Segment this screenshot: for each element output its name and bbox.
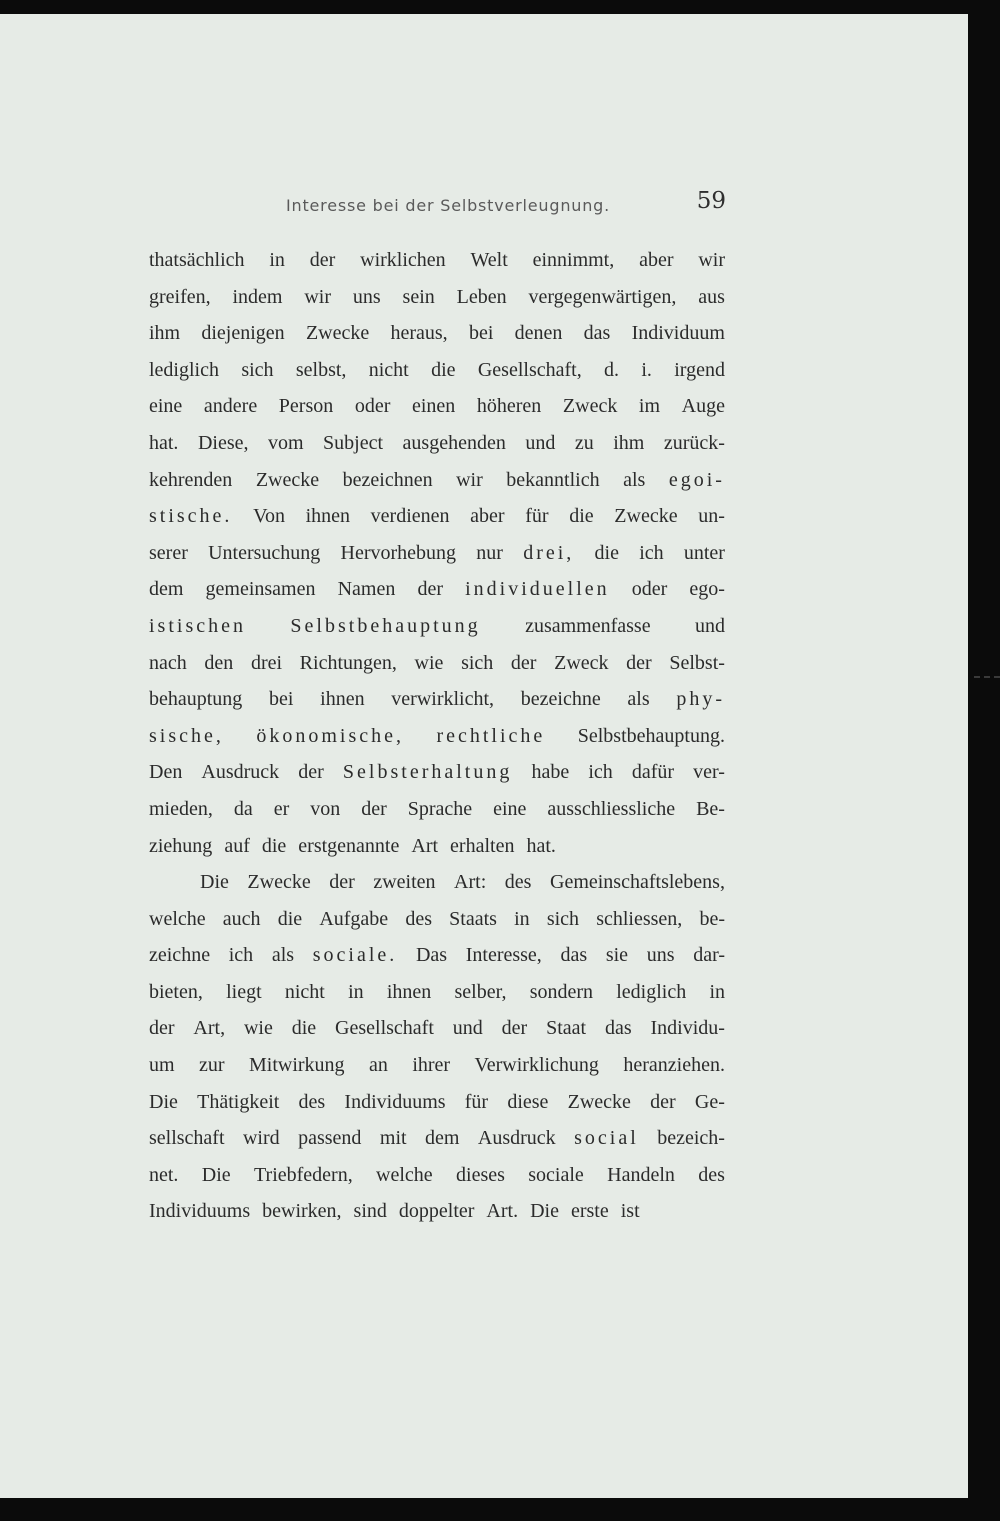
word: indem	[232, 285, 283, 308]
word: be-	[699, 907, 725, 930]
word: in	[348, 980, 364, 1003]
word: dieses	[456, 1163, 505, 1186]
word: Ausdruck	[477, 1127, 556, 1150]
word: drei	[250, 651, 283, 674]
word: einnimmt,	[532, 249, 615, 271]
word: Die	[530, 1200, 559, 1223]
word: Art,	[193, 1017, 226, 1040]
word: ego-	[689, 578, 725, 601]
word: der	[361, 797, 387, 820]
word: in	[514, 907, 530, 930]
word: Ge-	[694, 1090, 725, 1113]
word: das	[604, 1017, 632, 1040]
word: die	[291, 1017, 317, 1040]
word: Die	[149, 1090, 178, 1113]
word: die	[594, 541, 619, 564]
word: ihm	[613, 431, 645, 454]
word: ich	[588, 761, 613, 784]
word: bieten,	[149, 980, 203, 1003]
word: ökonomische,	[256, 724, 404, 747]
word: bekanntlich	[506, 468, 600, 491]
word: Person	[278, 395, 334, 418]
text-line	[149, 1047, 725, 1084]
word: Individuums	[344, 1090, 446, 1113]
word: für	[525, 505, 549, 528]
word: nach	[149, 651, 187, 674]
word: zu	[574, 431, 594, 454]
word: sie	[605, 944, 629, 967]
word: Art.	[486, 1200, 519, 1223]
word: rechtliche	[436, 724, 546, 747]
page-header	[286, 188, 726, 222]
word: als	[627, 688, 650, 711]
word: ver-	[693, 761, 725, 784]
word: Individu-	[650, 1017, 725, 1040]
word: der	[309, 249, 336, 271]
text-line	[149, 279, 725, 316]
word: serer	[149, 541, 188, 564]
word: hat.	[149, 431, 179, 454]
word: Selbst-	[669, 651, 725, 674]
word: Thätigkeit	[197, 1090, 280, 1113]
word: Zwecke	[614, 505, 678, 528]
word: bei	[269, 688, 294, 711]
word: dem	[149, 578, 184, 601]
word: Ausdruck	[201, 761, 280, 784]
word: zur	[199, 1054, 225, 1077]
word: die	[431, 358, 456, 381]
word: eine	[493, 797, 527, 820]
word: verdienen	[370, 505, 450, 528]
word: ausgehenden	[402, 431, 506, 454]
text-line	[149, 645, 725, 682]
word: der	[501, 1017, 528, 1040]
word: egoi-	[668, 468, 725, 491]
word: der	[329, 871, 355, 894]
word: Subject	[323, 431, 384, 454]
text-line	[149, 937, 725, 974]
text-line	[149, 754, 725, 791]
word: sische,	[149, 724, 224, 747]
word: als	[623, 468, 646, 491]
word: sociale.	[312, 944, 398, 967]
word: unter	[683, 541, 725, 564]
word: uns	[352, 285, 381, 308]
word: Aufgabe	[319, 907, 389, 930]
word: Die	[200, 871, 229, 894]
word: Selbstbehauptung.	[577, 724, 725, 747]
text-line	[149, 388, 725, 425]
word: des	[504, 871, 532, 894]
word: Verwirklichung	[474, 1054, 599, 1077]
word: bewirken,	[262, 1200, 342, 1223]
word: dar-	[693, 944, 725, 967]
word: phy-	[676, 688, 725, 711]
word: ausschliessliche	[547, 797, 676, 820]
text-line	[149, 1120, 725, 1157]
word: eine	[149, 395, 183, 418]
word: Zweck	[562, 395, 618, 418]
text-line	[149, 1157, 725, 1194]
word: bei	[468, 322, 494, 345]
word: nicht	[284, 980, 325, 1003]
word: Gemeinschaftslebens,	[550, 871, 725, 894]
word: als	[271, 944, 295, 967]
word: Hervorhebung	[340, 541, 457, 564]
text-line	[149, 425, 725, 462]
word: er	[273, 797, 290, 820]
word: liegt	[226, 980, 262, 1003]
word: sellschaft	[149, 1127, 225, 1150]
word: vom	[267, 431, 304, 454]
word: Zwecke	[567, 1090, 631, 1113]
word: dafür	[631, 761, 675, 784]
text-line	[149, 1193, 725, 1230]
word: Untersuchung	[208, 541, 321, 564]
word: Selbstbehauptung	[290, 614, 481, 637]
word: von	[310, 797, 341, 820]
word: Richtungen,	[299, 651, 397, 674]
word: Den	[149, 761, 183, 784]
word: erstgenannte	[298, 834, 400, 857]
word: zeichne	[149, 944, 211, 967]
text-line	[149, 828, 725, 865]
word: Interesse,	[465, 944, 542, 967]
word: der	[626, 651, 652, 674]
body-text	[149, 242, 725, 1230]
word: wie	[414, 651, 444, 674]
word: der	[510, 651, 537, 674]
word: oder	[631, 578, 668, 601]
word: net.	[149, 1163, 179, 1186]
word: ist	[620, 1200, 640, 1223]
word: aber	[639, 249, 674, 271]
word: höheren	[476, 395, 542, 418]
word: Mitwirkung	[248, 1054, 345, 1077]
word: andere	[203, 395, 258, 418]
word: dem	[425, 1127, 460, 1150]
word: bezeichne	[520, 688, 601, 711]
word: Zwecke	[247, 871, 311, 894]
word: auf	[224, 834, 250, 857]
word: aus	[698, 285, 725, 308]
word: wir	[456, 468, 483, 491]
word: ihnen	[320, 688, 365, 711]
text-line	[149, 718, 725, 755]
word: sich	[461, 651, 494, 674]
word: sind	[353, 1200, 387, 1223]
text-line	[149, 498, 725, 535]
word: der	[650, 1090, 676, 1113]
word: um	[149, 1054, 175, 1077]
word: erhalten	[450, 834, 515, 857]
word: Art	[411, 834, 439, 857]
word: irgend	[674, 358, 725, 381]
word: social	[574, 1127, 639, 1150]
word: ihnen	[386, 980, 432, 1003]
word: greifen,	[149, 285, 211, 308]
word: an	[368, 1054, 388, 1077]
word: welche	[149, 907, 206, 930]
word: Individuum	[631, 322, 725, 345]
word: verwirklicht,	[391, 688, 495, 711]
word: der	[417, 578, 443, 601]
word: denen	[514, 322, 563, 345]
word: sich	[546, 907, 580, 930]
word: diese	[507, 1090, 549, 1113]
word: auch	[222, 907, 261, 930]
word: selber,	[454, 980, 507, 1003]
word: des	[405, 907, 432, 930]
word: den	[204, 651, 234, 674]
word: ihm	[149, 322, 181, 345]
running-head: Interesse bei der Selbstverleugnung.	[286, 196, 610, 215]
word: der	[149, 1017, 175, 1040]
word: das	[583, 322, 611, 345]
word: mit	[379, 1127, 407, 1150]
word: Staats	[449, 907, 497, 930]
word: aber	[470, 505, 505, 528]
word: des	[698, 1163, 725, 1186]
text-line	[149, 535, 725, 572]
word: oder	[354, 395, 391, 418]
word: zweiten	[373, 871, 436, 894]
word: thatsächlich	[149, 249, 245, 271]
word: stische.	[149, 505, 233, 528]
word: Gesellschaft	[335, 1017, 434, 1040]
word: die	[569, 505, 594, 528]
word: Be-	[696, 797, 725, 820]
word: zusammenfasse	[525, 614, 651, 637]
word: passend	[298, 1127, 362, 1150]
word: nicht	[368, 358, 409, 381]
word: in	[269, 249, 285, 271]
word: ich	[228, 944, 254, 967]
word: ich	[639, 541, 664, 564]
word: heraus,	[390, 322, 448, 345]
word: Triebfedern,	[254, 1163, 353, 1186]
word: ihnen	[305, 505, 351, 528]
word: ihrer	[412, 1054, 451, 1077]
word: für	[464, 1090, 489, 1113]
word: doppelter	[398, 1200, 475, 1223]
text-line	[149, 864, 725, 901]
word: der	[298, 761, 324, 784]
word: un-	[698, 505, 725, 528]
word: lediglich	[149, 358, 219, 381]
word: lediglich	[616, 980, 687, 1003]
word: wird	[242, 1127, 280, 1150]
word: Leben	[456, 285, 507, 308]
word: Welt	[470, 249, 508, 271]
word: da	[233, 797, 253, 820]
text-line	[149, 791, 725, 828]
word: in	[709, 980, 725, 1003]
word: Staat	[546, 1017, 587, 1040]
word: Art:	[454, 871, 487, 894]
word: Zwecke	[255, 468, 320, 491]
word: d.	[604, 358, 620, 381]
text-line	[149, 608, 725, 645]
word: wir	[698, 249, 725, 271]
page-number: 59	[696, 188, 726, 214]
word: bezeichnen	[342, 468, 433, 491]
word: ziehung	[149, 834, 213, 857]
word: Zweck	[554, 651, 609, 674]
word: Zwecke	[305, 322, 370, 345]
word: uns	[646, 944, 675, 967]
word: sondern	[529, 980, 594, 1003]
word: behauptung	[149, 688, 243, 711]
text-line	[149, 315, 725, 352]
word: Von	[253, 505, 285, 528]
word: individuellen	[465, 578, 610, 601]
word: Das	[415, 944, 448, 967]
word: vergegenwärtigen,	[528, 285, 677, 308]
word: Sprache	[407, 797, 473, 820]
text-line	[149, 571, 725, 608]
word: Namen	[337, 578, 396, 601]
word: Diese,	[197, 431, 249, 454]
word: und	[695, 614, 725, 637]
word: und	[525, 431, 556, 454]
word: drei,	[523, 541, 575, 564]
word: wirklichen	[360, 249, 446, 271]
text-line	[149, 462, 725, 499]
word: bezeich-	[657, 1127, 725, 1150]
word: nur	[476, 541, 503, 564]
text-line	[149, 242, 725, 279]
word: wir	[304, 285, 332, 308]
word: kehrenden	[149, 468, 233, 491]
word: istischen	[149, 614, 246, 637]
word: wie	[243, 1017, 273, 1040]
word: Gesellschaft,	[477, 358, 582, 381]
word: i.	[641, 358, 652, 381]
word: sociale	[528, 1163, 584, 1186]
word: Die	[201, 1163, 231, 1186]
word: selbst,	[295, 358, 347, 381]
word: welche	[376, 1163, 433, 1186]
text-line	[149, 1010, 725, 1047]
word: das	[560, 944, 588, 967]
word: die	[277, 907, 303, 930]
word: mieden,	[149, 797, 213, 820]
text-line	[149, 352, 725, 389]
word: sich	[241, 358, 274, 381]
word: Selbsterhaltung	[342, 761, 513, 784]
word: einen	[411, 395, 456, 418]
text-line	[149, 681, 725, 718]
word: Handeln	[607, 1163, 675, 1186]
word: Auge	[681, 395, 725, 418]
word: im	[638, 395, 661, 418]
word: und	[452, 1017, 483, 1040]
word: sein	[402, 285, 435, 308]
word: des	[298, 1090, 326, 1113]
word: zurück-	[663, 431, 725, 454]
word: gemeinsamen	[205, 578, 316, 601]
word: habe	[531, 761, 570, 784]
word: hat.	[526, 834, 556, 857]
word: erste	[570, 1200, 609, 1223]
text-line	[149, 1084, 725, 1121]
word: heranziehen.	[623, 1054, 725, 1077]
text-line	[149, 974, 725, 1011]
book-page	[0, 14, 968, 1498]
word: Individuums	[149, 1200, 251, 1223]
text-line	[149, 901, 725, 938]
word: diejenigen	[201, 322, 285, 345]
word: die	[261, 834, 287, 857]
scan-edge-mark	[974, 676, 1000, 682]
word: schliessen,	[596, 907, 683, 930]
